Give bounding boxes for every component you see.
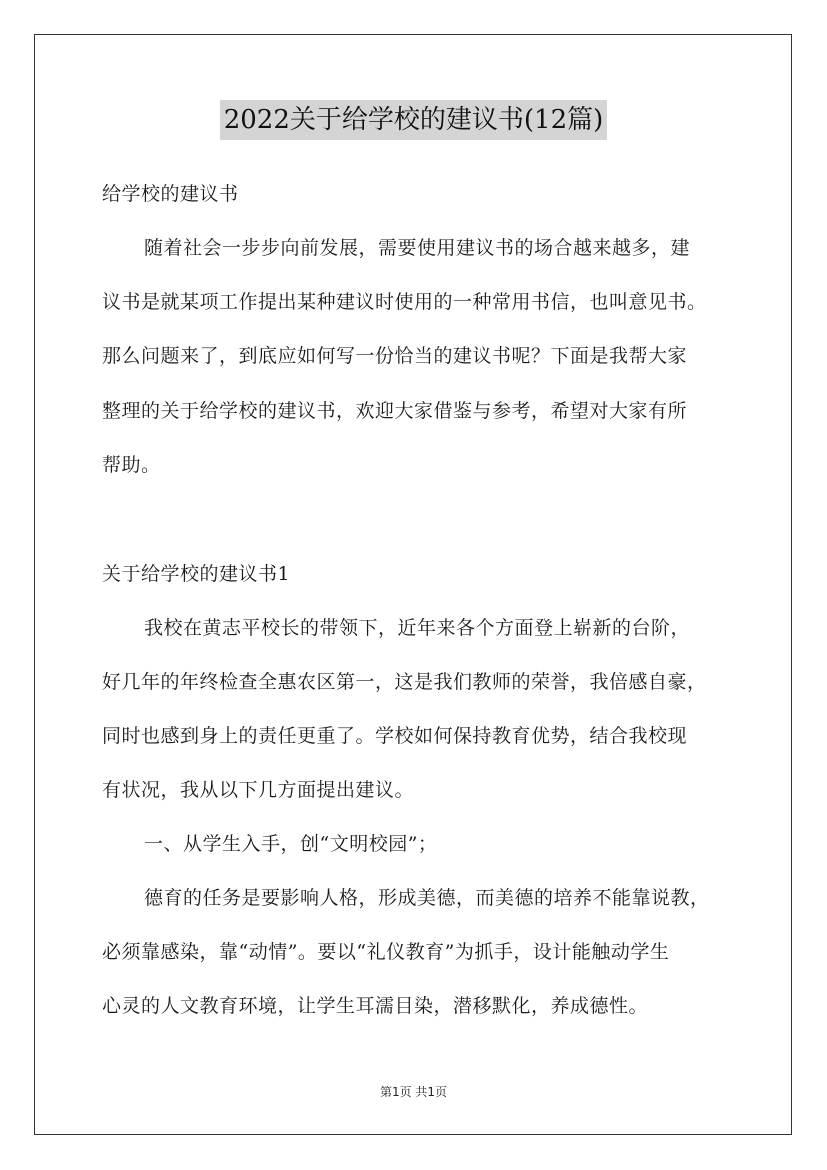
paragraph-line: 必须靠感染，靠“动情”。要以“礼仪教育”为抓手，设计能触动学生 xyxy=(102,941,670,963)
paragraph-line: 有状况，我从以下几方面提出建议。 xyxy=(102,779,415,801)
paragraph-line: 随着社会一步步向前发展，需要使用建议书的场合越来越多，建 xyxy=(144,237,691,259)
paragraph-line: 我校在黄志平校长的带领下，近年来各个方面登上崭新的台阶， xyxy=(144,617,691,639)
document-title: 2022关于给学校的建议书(12篇) xyxy=(220,100,608,140)
paragraph-line: 一、从学生入手，创“文明校园”； xyxy=(144,833,438,855)
paragraph-line: 那么问题来了，到底应如何写一份恰当的建议书呢？下面是我帮大家 xyxy=(102,345,688,367)
paragraph-line: 议书是就某项工作提出某种建议时使用的一种常用书信，也叫意见书。 xyxy=(102,291,707,313)
section-heading: 给学校的建议书 xyxy=(102,183,239,205)
paragraph-line: 帮助。 xyxy=(102,454,161,476)
paragraph-line: 心灵的人文教育环境，让学生耳濡目染，潜移默化，养成德性。 xyxy=(102,995,649,1017)
paragraph-line: 同时也感到身上的责任更重了。学校如何保持教育优势，结合我校现 xyxy=(102,725,688,747)
paragraph-line: 德育的任务是要影响人格，形成美德，而美德的培养不能靠说教， xyxy=(144,887,710,909)
paragraph-line: 整理的关于给学校的建议书，欢迎大家借鉴与参考，希望对大家有所 xyxy=(102,400,688,422)
title-wrap xyxy=(0,100,827,140)
paragraph-line: 好几年的年终检查全惠农区第一，这是我们教师的荣誉，我倍感自豪， xyxy=(102,671,707,693)
section-heading: 关于给学校的建议书1 xyxy=(102,563,291,585)
page-footer: 第1页 共1页 xyxy=(379,1085,448,1099)
